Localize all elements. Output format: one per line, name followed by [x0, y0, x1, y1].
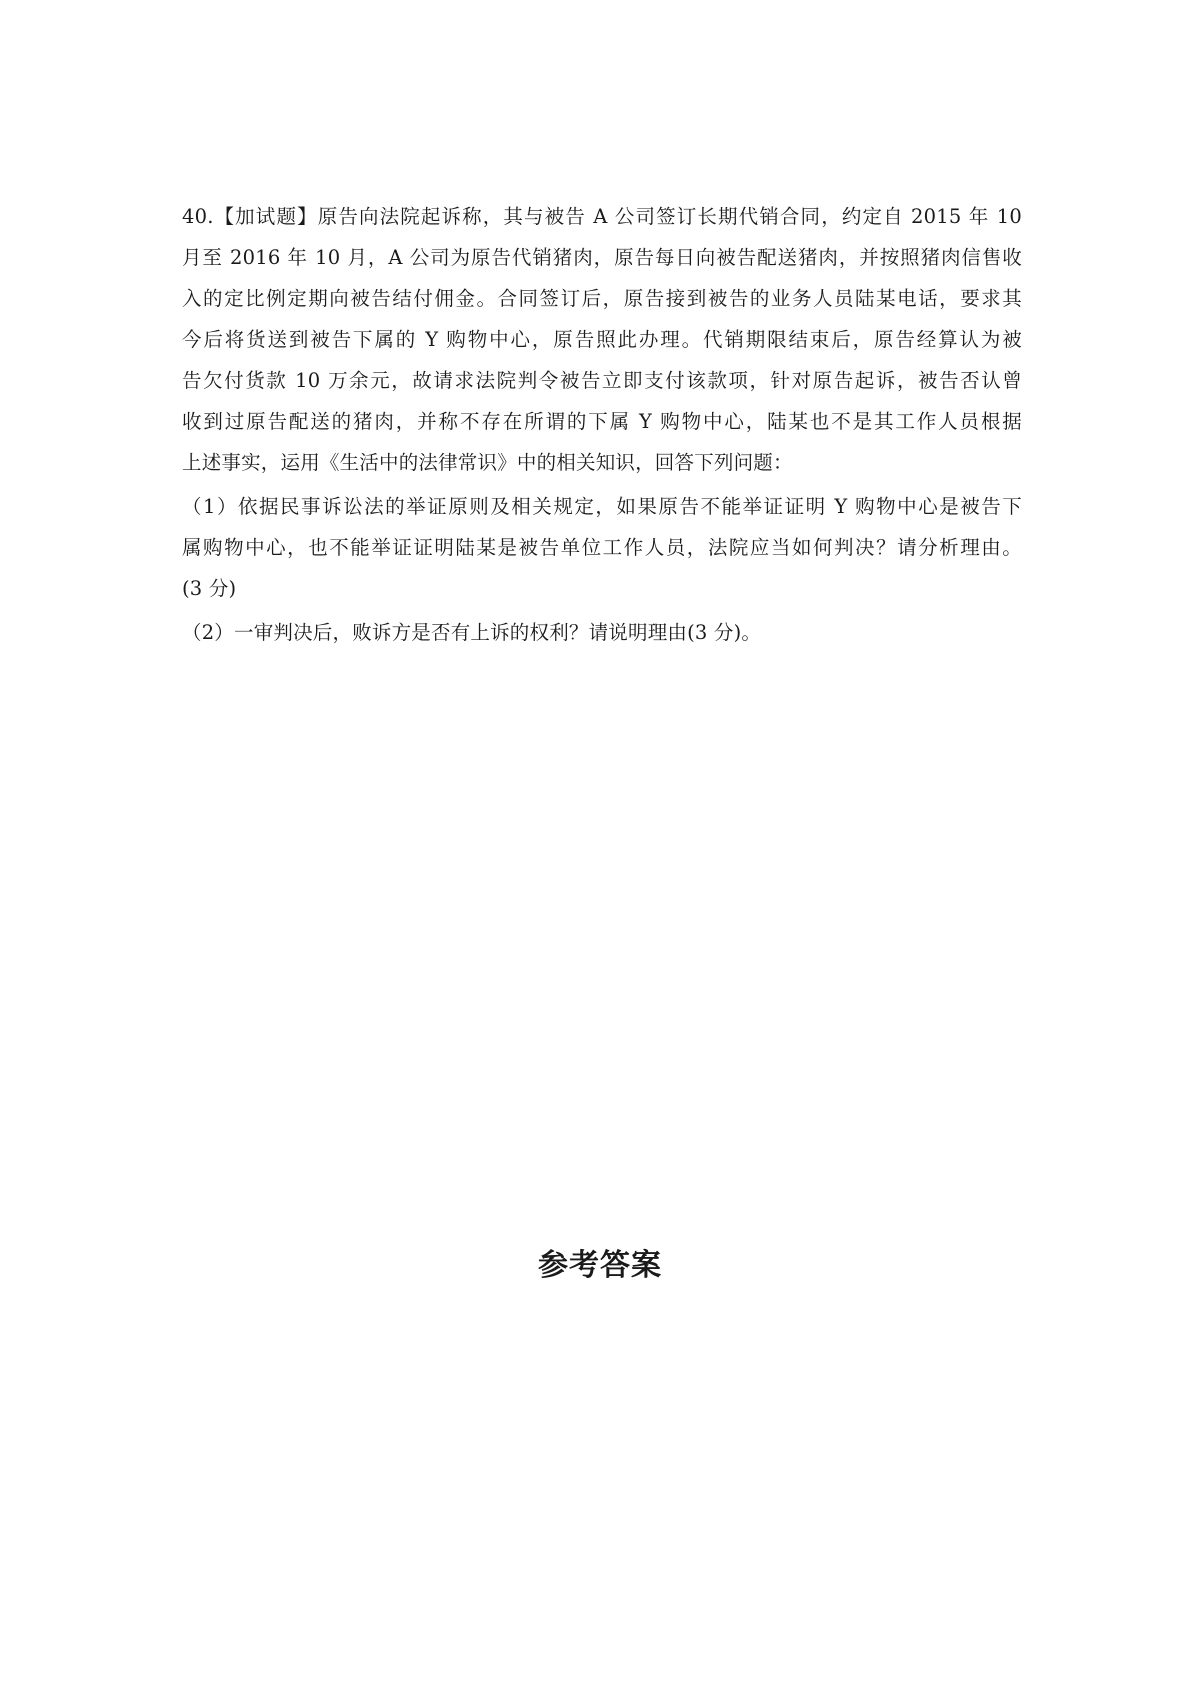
paragraph-line: 上述事实，运用《生活中的法律常识》中的相关知识，回答下列问题： [182, 451, 793, 474]
sub-question-2 [182, 612, 1022, 653]
paragraph-line: 告欠付货款 10 万余元，故请求法院判令被告立即支付该款项，针对原告起诉，被告否认曾 [182, 369, 1022, 392]
answer-heading: 参考答案 [538, 1248, 662, 1283]
paragraph-line: 40.【加试题】原告向法院起诉称，其与被告 A 公司签订长期代销合同，约定自 2015 年 10 [182, 205, 1022, 228]
sub-question-line: （1）依据民事诉讼法的举证原则及相关规定，如果原告不能举证证明 Y 购物中心是被告下 [182, 495, 1022, 518]
sub-question-line: (3 分) [182, 577, 237, 600]
paragraph-line: 入的定比例定期向被告结付佣金。合同签订后，原告接到被告的业务人员陆某电话，要求其 [182, 287, 1022, 310]
sub-question-1 [182, 486, 1022, 609]
question-paragraph [182, 196, 1022, 483]
paragraph-line: 今后将货送到被告下属的 Y 购物中心，原告照此办理。代销期限结束后，原告经算认为被 [182, 328, 1022, 351]
sub-question-line: （2）一审判决后，败诉方是否有上诉的权利？请说明理由(3 分)。 [182, 621, 762, 644]
sub-question-line: 属购物中心，也不能举证证明陆某是被告单位工作人员，法院应当如何判决？请分析理由。 [182, 536, 1022, 559]
question-40 [182, 196, 1022, 653]
paragraph-line: 月至 2016 年 10 月，A 公司为原告代销猪肉，原告每日向被告配送猪肉，并按照猪肉信售收 [182, 246, 1022, 269]
paragraph-line: 收到过原告配送的猪肉，并称不存在所谓的下属 Y 购物中心，陆某也不是其工作人员根据 [182, 410, 1022, 433]
